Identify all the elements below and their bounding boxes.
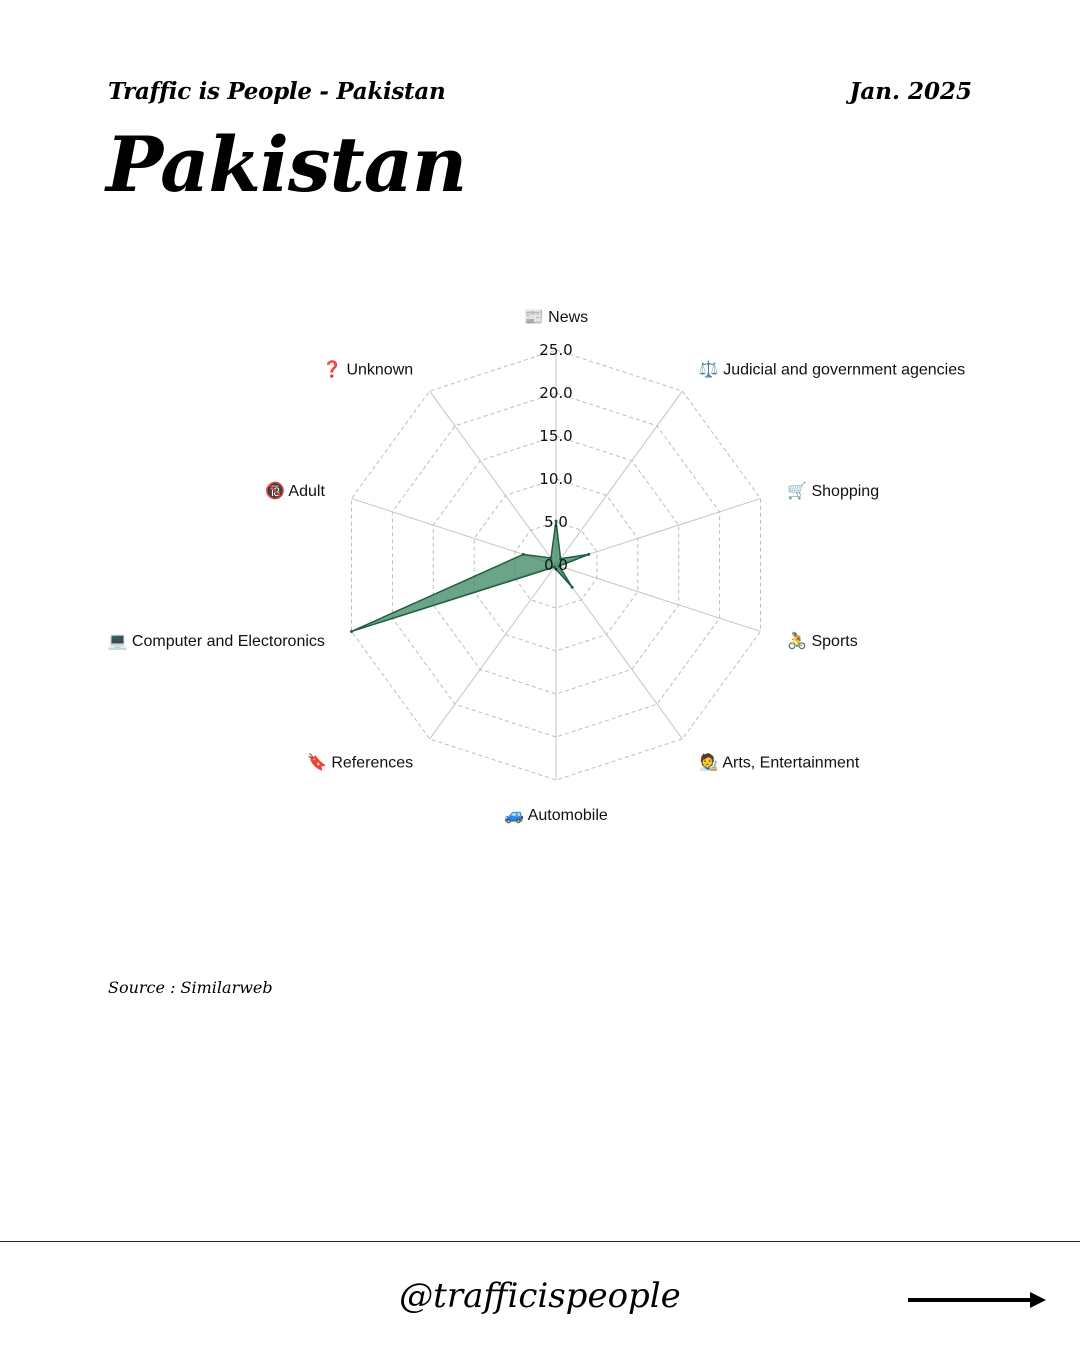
category-label: [322, 359, 413, 378]
category-label-text: Automobile: [527, 807, 608, 824]
axis-spoke: [430, 391, 556, 565]
tick-label: 20.0: [539, 384, 573, 402]
report-date: Jan. 2025: [849, 78, 972, 105]
data-point: [571, 586, 574, 589]
category-label: [699, 753, 860, 772]
category-label: [699, 359, 965, 378]
data-point: [350, 630, 353, 633]
category-label-text: News: [548, 309, 589, 326]
category-icon: 🔞: [264, 482, 289, 500]
category-icon: ⚖️: [698, 361, 724, 379]
category-label-text: Arts, Entertainment: [722, 754, 860, 772]
category-label: [787, 481, 879, 500]
category-label: [787, 631, 858, 650]
category-label: [307, 753, 413, 772]
category-label: [504, 807, 608, 824]
axis-spoke: [556, 565, 682, 739]
category-icon: 🔖: [306, 754, 332, 772]
category-label-text: References: [331, 754, 414, 772]
category-label: [265, 481, 326, 500]
category-icon: ❓: [322, 361, 347, 379]
series-title: Traffic is People - Pakistan: [108, 78, 446, 105]
tick-label: 25.0: [539, 341, 573, 359]
data-point: [587, 553, 590, 556]
tick-label: 15.0: [539, 427, 573, 445]
tick-label: 10.0: [539, 470, 573, 488]
data-area: [352, 521, 589, 631]
data-point: [522, 553, 525, 556]
category-icon: 🛒: [787, 482, 812, 500]
category-label-text: Computer and Electoronics: [131, 633, 325, 651]
category-label-text: Shopping: [811, 482, 880, 500]
next-arrow-icon[interactable]: [906, 1288, 1048, 1312]
source-note: Source : Similarweb: [108, 978, 273, 997]
tick-label: 0.0: [544, 556, 568, 574]
category-icon: 🧑‍🎨: [698, 754, 723, 772]
category-label: [524, 309, 588, 326]
social-handle: @trafficispeople: [399, 1276, 681, 1316]
axis-spoke: [556, 565, 760, 631]
axis-spoke: [556, 391, 682, 565]
category-icon: 📰: [523, 309, 549, 326]
category-label-text: Adult: [288, 482, 325, 500]
category-label-text: Sports: [811, 633, 858, 651]
category-label-text: Unknown: [346, 361, 414, 379]
footer-divider: [0, 1241, 1080, 1242]
category-icon: 💻: [107, 633, 132, 651]
category-label: [108, 633, 325, 650]
category-icon: 🚙: [504, 807, 528, 824]
page-title: Pakistan: [106, 120, 467, 209]
category-label-text: Judicial and government agencies: [723, 361, 966, 379]
category-icon: 🚴: [787, 633, 812, 651]
tick-label: 5.0: [544, 513, 568, 531]
